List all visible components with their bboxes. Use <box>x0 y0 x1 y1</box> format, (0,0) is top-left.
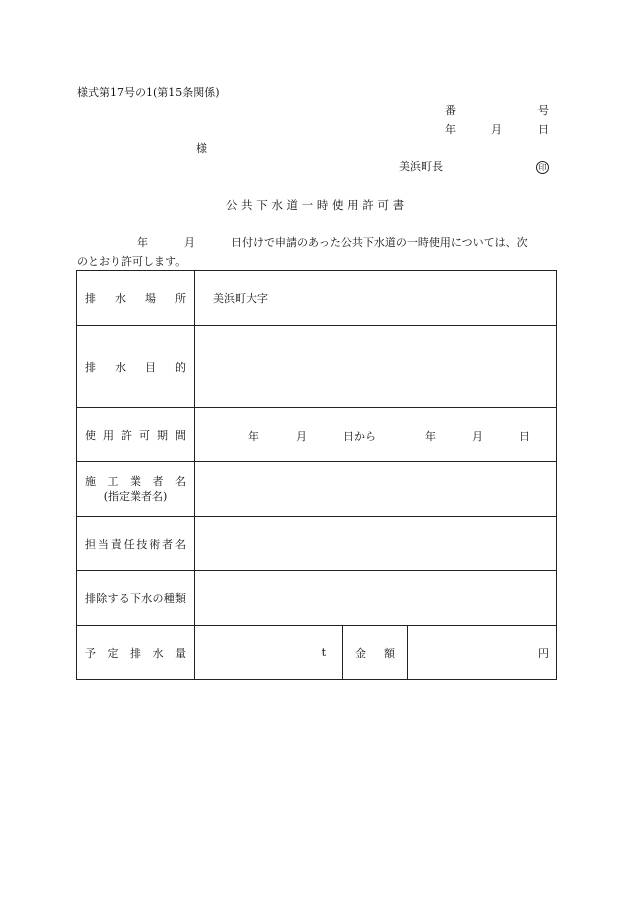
date-month: 月 <box>491 123 502 136</box>
discharge-purpose-label: 排水目的 <box>77 326 195 408</box>
engineer-label: 担当責任技術者名 <box>77 517 195 571</box>
contractor-value <box>195 462 557 517</box>
row-contractor <box>77 462 557 517</box>
permit-table <box>76 270 557 680</box>
date-year: 年 <box>445 123 456 136</box>
issuer-name: 美浜町長 <box>399 160 443 173</box>
volume-unit: t <box>321 646 326 659</box>
sewage-type-label: 排除する下水の種類 <box>77 571 195 626</box>
number-label: 番 <box>445 104 456 117</box>
body-year: 年 <box>137 236 148 249</box>
form-number: 様式第17号の1(第15条関係) <box>77 86 220 99</box>
row-period <box>77 408 557 462</box>
period-year2: 年 <box>425 430 436 443</box>
amount-label: 金額 <box>343 626 408 680</box>
period-month2: 月 <box>472 430 483 443</box>
planned-volume-value <box>195 626 343 680</box>
period-year1: 年 <box>248 430 259 443</box>
go-label: 号 <box>538 104 549 117</box>
seal-glyph: 印 <box>536 161 549 174</box>
addressee-suffix: 様 <box>196 142 207 155</box>
planned-volume-label: 予定排水量 <box>77 626 195 680</box>
row-sewage-type <box>77 571 557 626</box>
contractor-sub-label: (指定業者名) <box>103 490 168 503</box>
discharge-purpose-value <box>195 326 557 408</box>
period-label: 使用許可期間 <box>77 408 195 462</box>
sewage-type-value <box>195 571 557 626</box>
seal-mark <box>536 160 549 174</box>
engineer-value <box>195 517 557 571</box>
date-day: 日 <box>538 123 549 136</box>
contractor-label: 施工業者名 <box>85 475 186 488</box>
amount-unit: 円 <box>538 646 550 660</box>
period-value <box>195 408 557 462</box>
body-line2: のとおり許可します。 <box>77 255 187 268</box>
contractor-label-cell <box>77 462 195 517</box>
period-month1: 月 <box>296 430 307 443</box>
amount-value <box>408 626 557 680</box>
row-discharge-purpose <box>77 326 557 408</box>
body-line1: 日付けで申請のあった公共下水道の一時使用については、次 <box>231 236 528 249</box>
row-planned-volume <box>77 626 557 680</box>
period-day2: 日 <box>519 430 530 443</box>
body-month: 月 <box>184 236 195 249</box>
row-engineer <box>77 517 557 571</box>
period-from: 日から <box>343 430 376 443</box>
discharge-location-value: 美浜町大字 <box>195 271 557 326</box>
document-title: 公 共 下 水 道 一 時 使 用 許 可 書 <box>225 198 405 212</box>
row-discharge-location <box>77 271 557 326</box>
discharge-location-label: 排水場所 <box>77 271 195 326</box>
